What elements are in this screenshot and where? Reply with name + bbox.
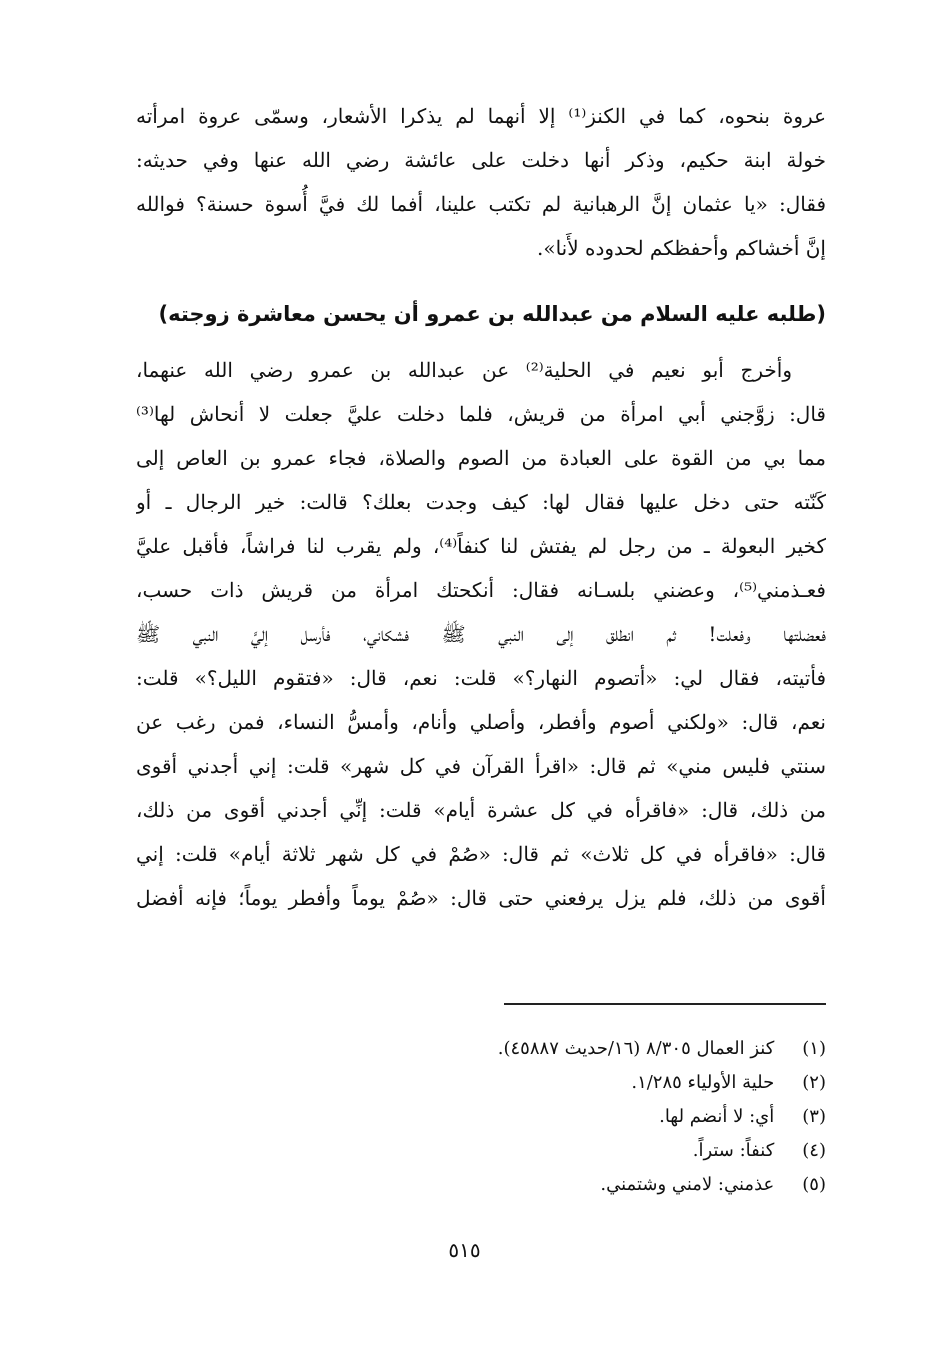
text-line: فعضلتها وفعلت! ثم انطلق إلى النبي ﷺ فشكاني، فأرسل إليَّ النبي ﷺ xyxy=(136,622,826,646)
text-line: وأخرج أبو نعيم في الحلية⁽²⁾ عن عبدالله بن عمرو رضي الله عنهما، xyxy=(136,358,792,382)
text-line: مما بي من القوة على العبادة من الصوم والصلاة، فجاء عمرو بن العاص إلى xyxy=(136,446,826,470)
text-line: سنتي فليس مني» ثم قال: «اقرأ القرآن في كل شهر» قلت: إني أجدني أقوى xyxy=(136,754,826,778)
footnote-text: كنز العمال ٨/٣٠٥ (١٦/حديث ٤٥٨٨٧). xyxy=(497,1038,775,1059)
footnote-item xyxy=(136,1134,826,1168)
footnote-text: عذمني: لامني وشتمني. xyxy=(600,1174,775,1195)
text-line: قال: «فاقرأه في كل ثلاث» ثم قال: «صُمْ في كل شهر ثلاثة أيام» قلت: إني xyxy=(136,842,826,866)
footnotes xyxy=(136,1032,826,1202)
footnote-item xyxy=(136,1066,826,1100)
footnote-divider xyxy=(504,1003,826,1005)
footnote-number: (٤) xyxy=(802,1140,826,1161)
footnote-number: (٣) xyxy=(802,1106,826,1127)
footnote-text: كنفاً: ستراً. xyxy=(692,1140,775,1161)
footnote-item xyxy=(136,1032,826,1066)
footnote-number: (٥) xyxy=(802,1174,826,1195)
section-heading: (طلبه عليه السلام من عبدالله بن عمرو أن يحسن معاشرة زوجته) xyxy=(158,302,826,326)
text-line: أقوى من ذلك، فلم يزل يرفعني حتى قال: «صُمْ يوماً وأفطر يوماً؛ فإنه أفضل xyxy=(136,886,826,910)
text-line: فأتيته، فقال لي: «أتصوم النهار؟» قلت: نعم، قال: «فتقوم الليل؟» قلت: xyxy=(136,666,826,690)
paragraph-top xyxy=(136,94,826,270)
text-line: خولة ابنة حكيم، وذكر أنها دخلت على عائشة رضي الله عنها وفي حديثه: xyxy=(136,148,826,172)
text-line: إنَّ أخشاكم وأحفظكم لحدوده لأَنا». xyxy=(536,236,826,260)
text-line: قال: زوَّجني أبي امرأة من قريش، فلما دخلت عليَّ جعلت لا أنحاش لها⁽³⁾ xyxy=(136,402,826,426)
footnote-number: (٢) xyxy=(802,1072,826,1093)
text-line: من ذلك، قال: «فاقرأه في كل عشرة أيام» قلت: إنِّي أجدني أقوى من ذلك، xyxy=(136,798,826,822)
text-line: كخير البعولة ـ من رجل لم يفتش لنا كنفاً⁽⁴⁾، ولم يقرب لنا فراشاً، فأقبل عليَّ xyxy=(136,534,826,558)
footnote-item xyxy=(136,1168,826,1202)
text-line: فعـذمني⁽⁵⁾، وعضني بلسـانه فقال: أنكحتك امرأة من قريش ذات حسب، xyxy=(136,578,826,602)
paragraph-main xyxy=(136,348,826,920)
text-line: كَنّته حتى دخل عليها فقال لها: كيف وجدت بعلك؟ قالت: خير الرجال ـ أو xyxy=(136,490,826,514)
page-number: ٥١٥ xyxy=(448,1238,481,1262)
footnote-text: أي: لا أنضم لها. xyxy=(659,1106,775,1127)
text-line: نعم، قال: «ولكني أصوم وأفطر، وأصلي وأنام، وأمسُّ النساء، فمن رغب عن xyxy=(136,710,826,734)
text-line: فقال: «يا عثمان إنَّ الرهبانية لم تكتب علينا، أفما لك فيَّ أُسوة حسنة؟ فوالله xyxy=(136,192,826,216)
footnote-number: (١) xyxy=(802,1038,826,1059)
text-line: عروة بنحوه، كما في الكنز⁽¹⁾ إلا أنهما لم يذكرا الأشعار، وسمّى عروة امرأته xyxy=(136,104,826,128)
footnote-item xyxy=(136,1100,826,1134)
footnote-text: حلية الأولياء ١/٢٨٥. xyxy=(631,1072,775,1093)
